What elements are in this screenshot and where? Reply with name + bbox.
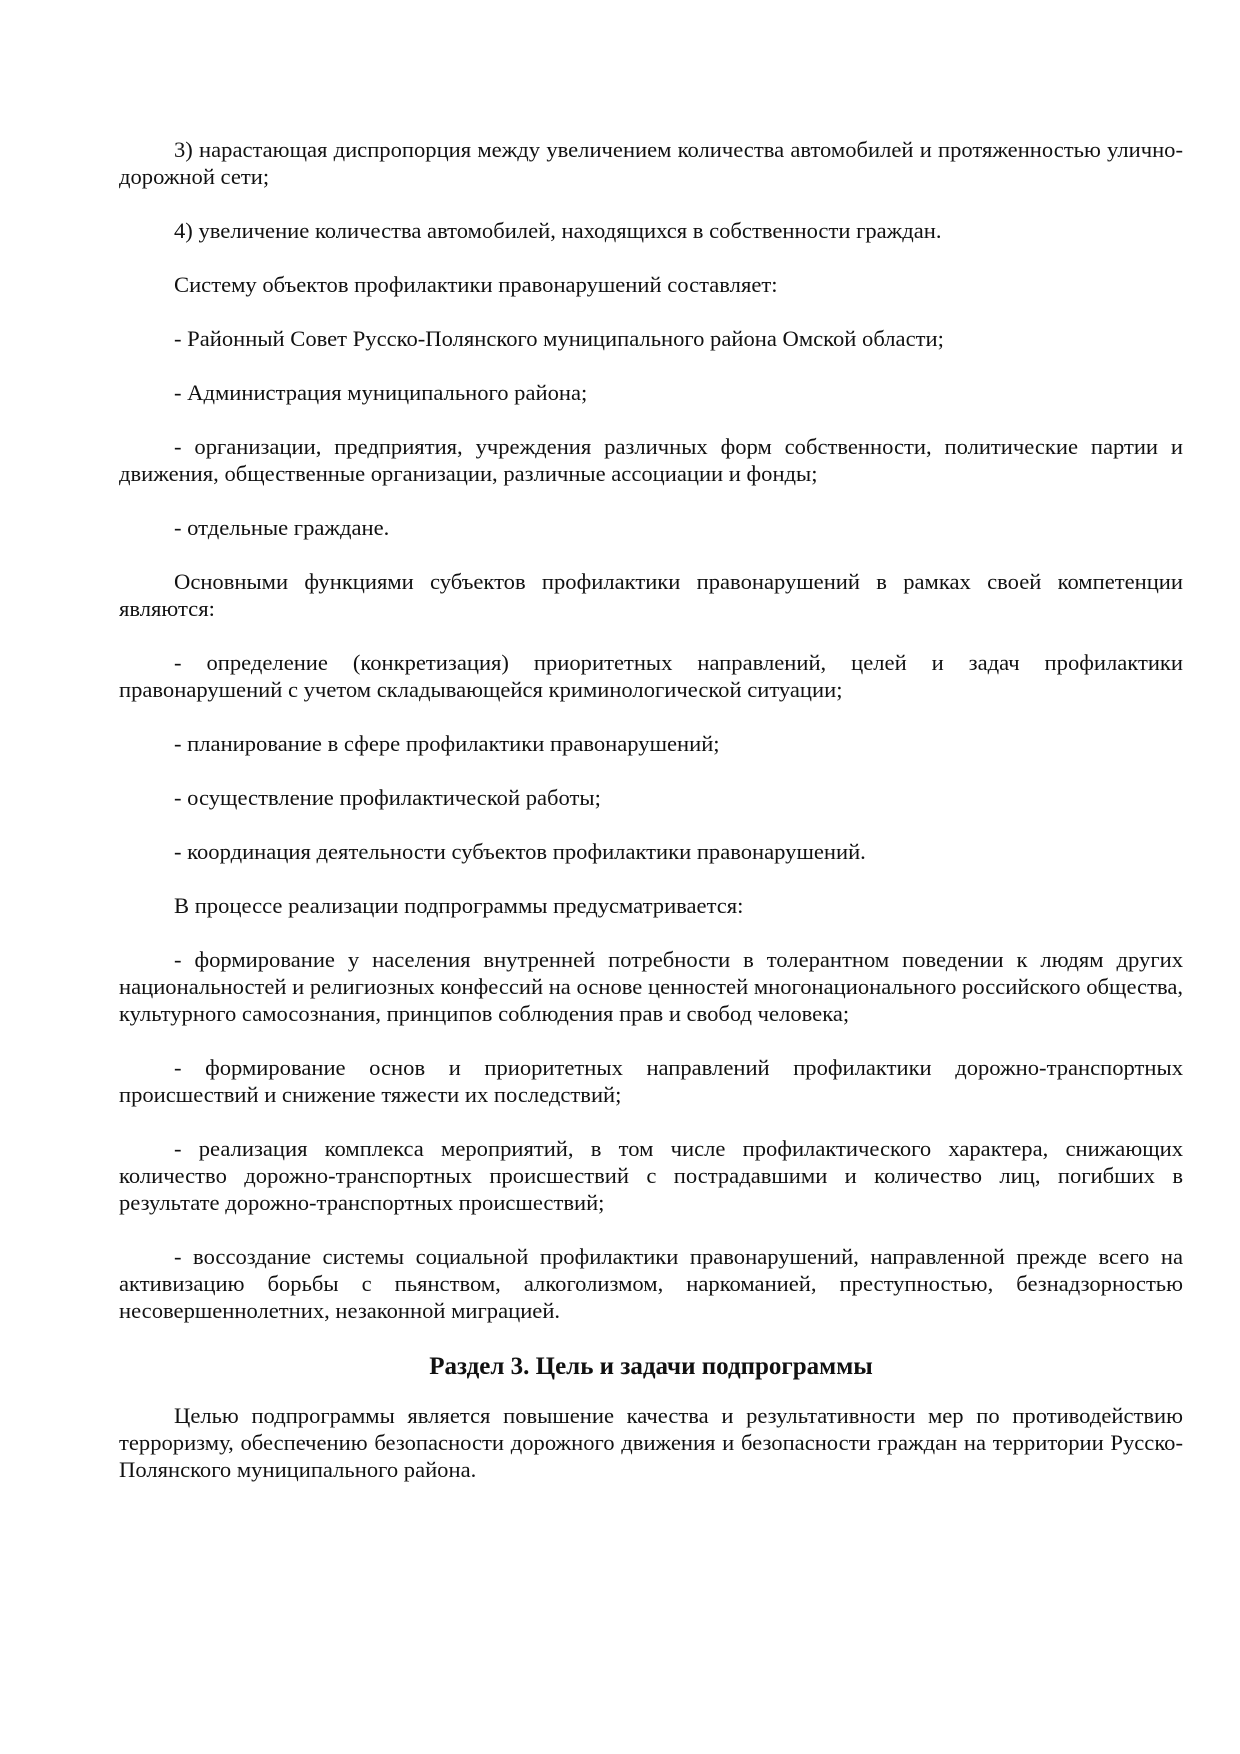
list-item-priorities: - определение (конкретизация) приоритетных направлений, целей и задач профилактики правонарушений с учетом складывающейся криминологической ситуации;: [119, 650, 1183, 702]
list-item-organizations: - организации, предприятия, учреждения различных форм собственности, политические партии и движения, общественные организации, различные ассоциации и фонды;: [119, 434, 1183, 486]
list-item-prevention-work: - осуществление профилактической работы;: [174, 785, 601, 810]
list-item-measures-complex: - реализация комплекса мероприятий, в том числе профилактического характера, снижающих количество дорожно-транспортных происшествий с пострадавшими и количество лиц, погибших в результате дорожно-транспортных происшествий;: [119, 1136, 1183, 1215]
list-item-social-prevention: - воссоздание системы социальной профилактики правонарушений, направленной прежде всего на активизацию борьбы с пьянством, алкоголизмом, наркоманией, преступностью, безнадзорностью несовершеннолетних, незаконной миграцией.: [119, 1244, 1183, 1323]
list-item-coordination: - координация деятельности субъектов профилактики правонарушений.: [174, 839, 866, 864]
list-item-road-safety-basis: - формирование основ и приоритетных направлений профилактики дорожно-транспортных происшествий и снижение тяжести их последствий;: [119, 1055, 1183, 1107]
document-page: [119, 136, 1183, 1510]
list-item-planning: - планирование в сфере профилактики правонарушений;: [174, 731, 720, 756]
paragraph-objects-intro: Систему объектов профилактики правонарушений составляет:: [174, 272, 778, 297]
list-item-tolerance: - формирование у населения внутренней потребности в толерантном поведении к людям других национальностей и религиозных конфессий на основе ценностей многонационального российского общества, культурного самосознания, принципов соблюдения прав и свобод человека;: [119, 947, 1183, 1026]
paragraph-goal: Целью подпрограммы является повышение качества и результативности мер по противодействию терроризму, обеспечению безопасности дорожного движения и безопасности граждан на территории Русско-Полянского муниципального района.: [119, 1403, 1183, 1482]
paragraph-functions-intro: Основными функциями субъектов профилактики правонарушений в рамках своей компетенции являются:: [119, 569, 1183, 621]
list-item-citizens: - отдельные граждане.: [174, 515, 390, 540]
paragraph-disproportion: 3) нарастающая диспропорция между увеличением количества автомобилей и протяженностью улично-дорожной сети;: [119, 137, 1183, 189]
list-item-administration: - Администрация муниципального района;: [174, 380, 588, 405]
paragraph-car-ownership: 4) увеличение количества автомобилей, находящихся в собственности граждан.: [174, 218, 942, 243]
list-item-district-council: - Районный Совет Русско-Полянского муниципального района Омской области;: [174, 326, 944, 351]
paragraph-implementation-intro: В процессе реализации подпрограммы предусматривается:: [174, 893, 744, 918]
section-heading: Раздел 3. Цель и задачи подпрограммы: [429, 1353, 873, 1380]
